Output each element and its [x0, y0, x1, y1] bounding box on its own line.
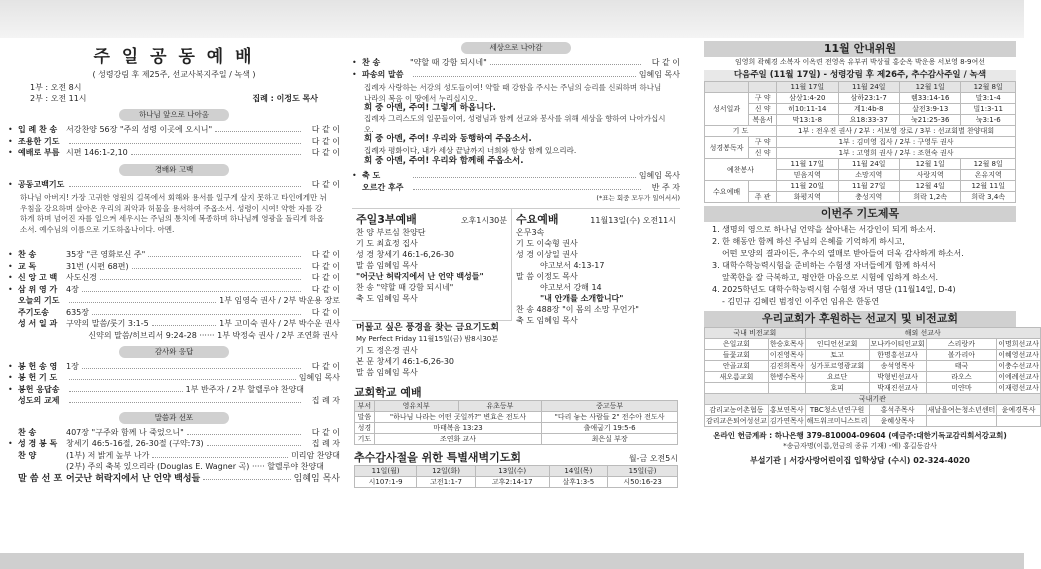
presider: 집례 : 이정도 목사	[252, 94, 318, 103]
order-item: 성 서 일 과 구약의 말씀/룻기 3:1-5 1부 고미숙 권사 / 2부 박수운 권사	[18, 319, 340, 328]
order-item: • 성 경 봉 독 창세기 46:5-16절, 26-30절 (구약:73) 집 례 자	[8, 439, 340, 448]
time-1: 1부 : 오전 8시	[30, 83, 82, 92]
section-header: 하나님 앞으로 나아옴	[119, 109, 229, 121]
sending-line: 회 중 아멘, 주여! 우리와 동행하여 주옵소서.	[364, 134, 532, 144]
order-item: • 교 독 31번 (시편 68편) 다 같 이	[8, 261, 340, 271]
third-service: 주일3부예배 오후1시30분 찬 양 부르심 찬양단 기 도 최효정 집사 성 경 창세기 46:1-6,26-30 말 씀 임혜임 목사 "어긋난 허락지에서 난 언약 백성들" 찬 송 "약할 때 강함 되시네" 축 도 임혜임 목사	[352, 209, 512, 320]
thanksgiving-table: 11일(월) 12일(화) 13일(수) 14일(목) 15일(금) 시107:1-9 고전1:1-7 고후2:14-17 살후1:3-5 시50:16-23	[354, 465, 678, 488]
order-item: • 신 앙 고 백 사도신경 다 같 이	[8, 273, 340, 282]
mission-title: 우리교회가 후원하는 선교지 및 비전교회	[704, 311, 1016, 327]
next-sunday: 다음주일 (11월 17일) - 성령강림 후 제26주, 추수감사주일 / 녹색	[704, 70, 1016, 81]
subtitle: ( 성령강림 후 제25주, 선교사복지주일 / 녹색 )	[92, 70, 256, 79]
section-header: 말씀과 선포	[119, 412, 229, 424]
order-item: 오늘의 기도 1부 임영숙 권사 / 2부 박운용 장로	[18, 296, 340, 305]
order-item: • 조용한 기도 다 같 이	[8, 136, 340, 146]
order-item: • 축 도 임혜임 목사	[352, 171, 680, 180]
church-school: 교회학교 예배 부서 영유치부 유초등부 중고등부 말씀 "하나님 나라는 어떤 곳일까?" 변효은 전도사 "다리 놓는 사람들 2" 전수아 전도사 성경 마태복음 13:23 출애굽기 19:5-6 기도 조연화 교사 최은실 부장	[352, 380, 680, 445]
friday-prayer: 머물고 싶은 풍경을 찾는 금요기도회 My Perfect Friday 11월15일(금) 밤8시30분 기 도 정은경 권사 본 문 창세기 46:1-6,26-30 말 씀 임혜임 목사	[352, 320, 512, 380]
ushers-list: 임영희 곽혜경 소복자 이옥련 전영옥 유부귀 박상필 홍순옥 박운용 서보영 8-9여선	[734, 58, 986, 66]
mission-table: 국내 비전교회 해외 선교사 은일교회 한승호목사 인디언선교회 모나카이티인교회 스리랑카 이명희선교사 들꽃교회 이진영목사 토고 한명흥선교사 볼가리아 이혜영선교사 안골교회 김진희목사 싱가포르영광교회 송석영목사 태국 이충수선교사 새오름교회 한병수목사 요르단 박형빈선교사 라오스 이에례선교사 호피 박재진선교사 미얀마 이재령선교사 국내기관 감리교농어촌협동 홍보연목사 TBC청소년연구원 홍석주목사 새날을여는청소년센터 윤예경목사 감리교은퇴여성선교 김가연목사 해드워크미니스트리 윤혜상목사	[706, 329, 1039, 425]
standing-note: (*표는 회중 모두가 일어서서)	[596, 194, 680, 202]
affiliate: 부설기관 | 서강사랑어린이집 입학상담 (수시) 02-324-4020	[749, 456, 970, 465]
order-item: • 봉 헌 송 영 1장 다 같 이	[8, 361, 340, 371]
order-item: 말 씀 선 포 어긋난 허락지에서 난 언약 백성들 임혜임 목사	[18, 474, 340, 484]
order-item: • 찬 송 35장 "큰 영화로신 주" 다 같 이	[8, 250, 340, 259]
ushers-title: 11월 안내위원	[704, 41, 1016, 57]
bottom-decoration	[0, 553, 1024, 569]
order-of-worship-panel	[8, 38, 340, 550]
sending-line: 회 중 아멘, 주여! 우리와 함께해 주옵소서.	[364, 156, 524, 166]
church-school-table: 부서 영유치부 유초등부 중고등부 말씀 "하나님 나라는 어떤 곳일까?" 변효은 전도사 "다리 놓는 사람들 2" 전수아 전도사 성경 마태복음 13:23 출애굽기 19:5-6 기도 조연화 교사 최은실 부장	[354, 400, 678, 445]
order-item: • 공동고백기도 다 같 이	[8, 179, 340, 189]
top-decoration	[0, 0, 1024, 38]
section-header: 세상으로 나아감	[461, 42, 571, 54]
info-panel	[704, 38, 1039, 550]
order-item: • 봉 헌 기 도 임혜임 목사	[8, 373, 340, 382]
sending-line: 집례자 평화이다, 내가 세상 끝날까지 너희와 항상 함께 있으리라.	[364, 146, 577, 155]
order-item: 오르간 후주 반 주 자	[362, 182, 680, 192]
anthem-2: (2부) 주의 축복 있으리라 (Douglas E. Wagner 곡) ····· 할렐루야 찬양대	[66, 462, 324, 471]
section-header: 경배와 고백	[119, 164, 229, 176]
order-item: 주기도송 635장 다 같 이	[18, 307, 340, 317]
order-item: 찬 양 (1부) 저 밝게 높부 나가 미리암 찬양대	[18, 450, 340, 460]
order-item: 찬 송 407장 "구주와 함께 나 죽었으니" 다 같 이	[18, 427, 340, 437]
sending-line: 집례자 사랑하는 서강의 성도들이여! 약할 때 강함을 주시는 주님의 승리를 신뢰하며 하나님 나라의 복음 이 땅에서 누리십시오.	[364, 83, 662, 103]
order-item: • 찬 송 "약할 때 강함 되시네" 다 같 이	[352, 58, 680, 67]
offering-account: 온라인 헌금계좌 : 하나은행 379-810004-09604 (예금주:대한기독교감리회서강교회)	[713, 431, 1007, 440]
time-2: 2부 : 오전 11시	[30, 94, 87, 103]
order-item: • 삼 위 영 가 4장 다 같 이	[8, 284, 340, 294]
order-item: • 입 례 찬 송 서강찬양 56장 "주의 성령 이곳에 오시니" 다 같 이	[8, 125, 340, 134]
prayer-title: 이번주 기도제목	[704, 206, 1016, 222]
lectionary-table: 11월 17일 11월 24일 12월 1일 12월 8일 성서일과 구 약 삼상1:4-20 삼하23:1-7 렘33:14-16 말3:1-4 신 약 히10:11-14 계1:4b-8 살전3:9-13 빌1:3-11 복음서 막13:1-8 요18:33-37 눅21:25-36 눅3:1-6 기 도 1부 : 전우진 권사 / 2부 : 서보영 장로 / 3부 : 선교회별 찬양대회 성경봉독자 구 약 1부 : 김미영 집사 / 2부 : 구영두 권사 신 약 1부 : 고영희 권사 / 2부 : 조현숙 권사 예찬봉사 11월 17일 11월 24일 12월 1일 12월 8일 믿음지역 소망지역 사랑지역 온유지역 수요예배 11월 20일 11월 27일 12월 4일 12월 11일 주 관 화평지역 충성지역 희락 1,2속 희락 3,4속	[704, 81, 1016, 203]
sending-line: 회 중 아멘, 주여! 그렇게 하옵니다.	[364, 103, 496, 113]
worship-schedule-panel	[352, 38, 680, 550]
order-item: 성도의 교제 집 례 자	[18, 396, 340, 405]
wednesday-service: 수요예배 11월13일(수) 오전11시 온무3속 기 도 이숙형 권사 성 경 이상일 권사 야고보서 4:13-17 말 씀 이정도 목사 야고보서 강해 14 "내 안개를 소개합니다" 찬 송 488장 "이 몸의 소망 무언가" 축 도 임혜임 목사	[516, 213, 676, 325]
prayer-list: 1. 생명의 영으로 하나님 언약을 살아내는 서강인이 되게 하소서. 2. 한 해동안 함께 하신 주님의 은혜를 기억하게 하시고, 어떤 모양의 결과이든, 추수의 열매로 받아들여 더욱 감사하게 하소서. 3. 대학수학능력시험을 준비하는 수험생 자녀들에게 함께 하셔서 앞쪽한을 잘 극복하고, 평안한 마음으로 시험에 임하게 하소서. 4. 2025학년도 대학수학능력시험 수험생 자녀 명단 (11월14일, D-4) - 김민규 김혜린 범정인 이주언 임유은 한동연	[712, 225, 964, 306]
thanksgiving-prayer: 추수감사절을 위한 특별새벽기도회 월-금 오전5시 11일(월) 12일(화) 13일(수) 14일(목) 15일(금) 시107:1-9 고전1:1-7 고후2:14-17 살후1:3-5 시50:16-23	[354, 451, 678, 486]
order-item: • 봉헌 응답송 1부 반주자 / 2부 할렐루야 찬양대	[8, 384, 304, 394]
confession-prayer: 하나님 아버지! 가장 고귀한 영원의 길목에서 회해와 용서를 일구게 살지 못하고 타인에게만 뉘우침을 강요하며 살아온 우리의 죄악과 허물을 용서하여 주옵소서. 성령이 시여! 약한 자를 강하게 하며 넘어진 자를 일으켜 세우시는 주님의 통치에 복종하며 하나님께 영광을 돌리게 하옵소서. 예수님의 이름으로 기도하옵나이다. 아멘.	[20, 193, 327, 234]
order-item: • 파송의 말씀 임혜임 목사	[352, 69, 680, 79]
page-title: 주 일 공 동 예 배	[93, 47, 255, 67]
scripture-reading-2: 신약의 말씀/히브리서 9:24-28 ······ 1부 박정숙 권사 / 2부 조연화 권사	[88, 330, 338, 340]
sending-line: 집례자 그리스도의 일꾼들이여, 성령님과 함께 선교와 봉사를 위해 세상을 향하여 나아가십시오.	[364, 114, 666, 134]
offering-note: *송금자명(이름,헌금의 종류 기재) -예) 홍길동감사	[783, 442, 937, 450]
order-item: • 예배로 부름 시편 146:1-2,10 다 같 이	[8, 148, 340, 157]
section-header: 감사와 응답	[119, 346, 229, 358]
